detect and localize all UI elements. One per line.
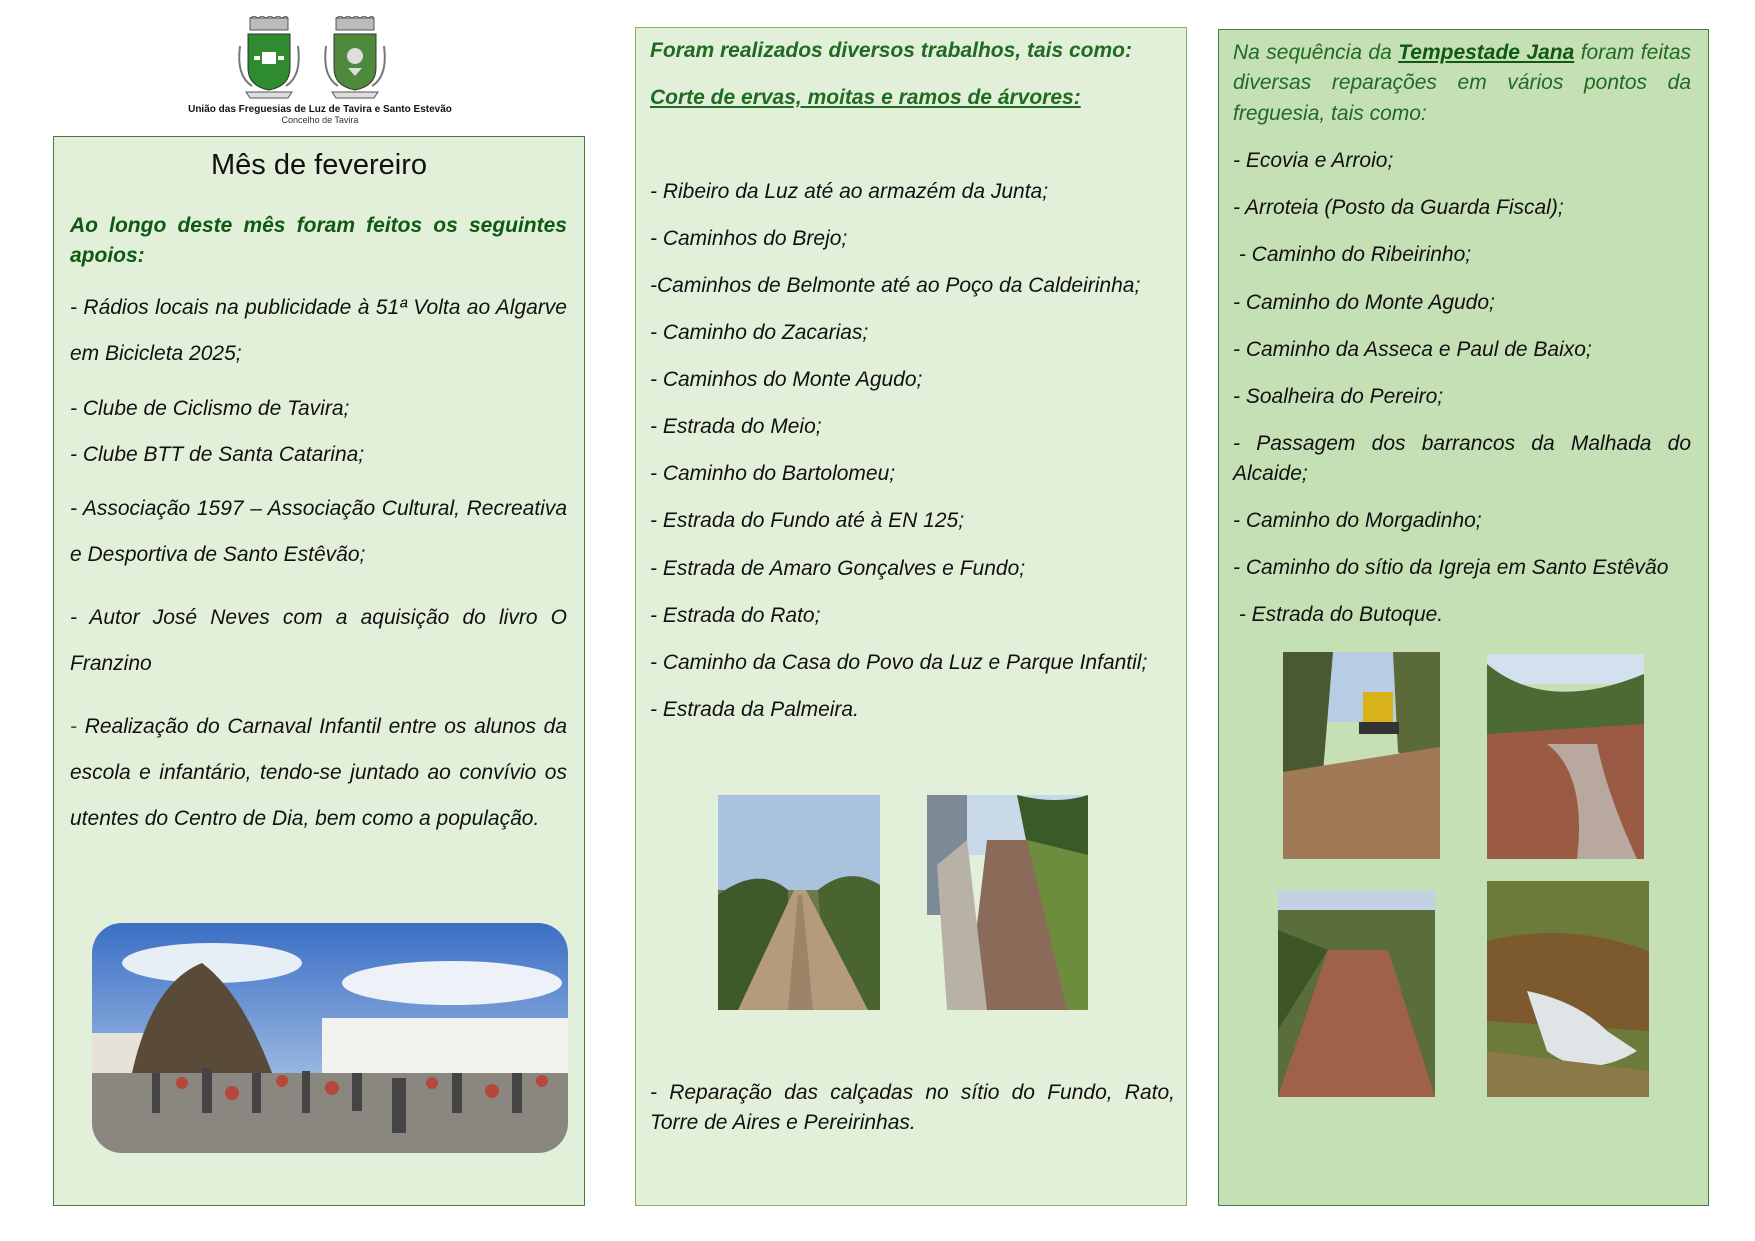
- repair-item: - Caminho do Monte Agudo;: [1233, 291, 1495, 314]
- carnaval-item: [70, 704, 567, 842]
- storm-intro: [1233, 38, 1691, 129]
- works-item: - Estrada de Amaro Gonçalves e Fundo;: [650, 557, 1026, 580]
- works-item: - Estrada do Rato;: [650, 604, 821, 627]
- stream-photo: [1487, 881, 1649, 1097]
- eroded-road-photo: [1487, 654, 1644, 859]
- panel-storm-repairs: [1218, 29, 1709, 1206]
- support-intro: Ao longo deste mês foram feitos os seguintes apoios:: [70, 214, 567, 268]
- organization-subtitle: Concelho de Tavira: [281, 115, 359, 125]
- works-item: - Caminhos do Monte Agudo;: [650, 368, 923, 391]
- repair-item: - Caminho do Ribeirinho;: [1233, 243, 1472, 266]
- support-item: - Clube de Ciclismo de Tavira;: [70, 397, 350, 420]
- works-footer: - Reparação das calçadas no sítio do Fundo, Rato, Torre de Aires e Pereirinhas.: [650, 1081, 1175, 1135]
- repair-item: - Caminho do Morgadinho;: [1233, 509, 1482, 532]
- works-item: - Estrada da Palmeira.: [650, 698, 859, 721]
- dirt-road-photo: [718, 795, 880, 1010]
- works-item: - Caminho do Bartolomeu;: [650, 462, 896, 485]
- cleared-path-photo: [1278, 890, 1435, 1097]
- repair-item: - Estrada do Butoque.: [1233, 603, 1444, 626]
- carnaval-photo: [92, 923, 568, 1153]
- crest-luz-tavira-logo: [232, 16, 306, 108]
- works-subheading: Corte de ervas, moitas e ramos de árvores:: [650, 86, 1081, 109]
- gravel-road-photo: [927, 795, 1088, 1010]
- works-item: - Estrada do Meio;: [650, 415, 822, 438]
- repair-item: - Soalheira do Pereiro;: [1233, 385, 1444, 408]
- works-heading: Foram realizados diversos trabalhos, tais como:: [650, 39, 1132, 62]
- repair-item: - Ecovia e Arroio;: [1233, 149, 1394, 172]
- carnaval-text: Realização do Carnaval Infantil entre os alunos da escola e infantário, tendo-se juntado ao convívio os utentes do Centro de Dia, bem como a população.: [70, 715, 567, 830]
- panel-works: [635, 27, 1187, 1206]
- header: [160, 12, 480, 132]
- crest-santo-estevao-logo: [318, 16, 392, 108]
- storm-name-link[interactable]: Tempestade Jana: [1398, 41, 1575, 64]
- support-item: - Clube BTT de Santa Catarina;: [70, 443, 365, 466]
- support-item: - Rádios locais na publicidade à 51ª Volta ao Algarve em Bicicleta 2025;: [70, 296, 567, 365]
- support-item: - Associação 1597 – Associação Cultural, Recreativa e Desportiva de Santo Estêvão;: [70, 497, 567, 566]
- storm-intro-pre: Na sequência da: [1233, 41, 1399, 64]
- works-item: - Ribeiro da Luz até ao armazém da Junta;: [650, 180, 1049, 203]
- works-item: - Caminhos do Brejo;: [650, 227, 848, 250]
- excavator-photo: [1283, 652, 1440, 859]
- organization-name: União das Freguesias de Luz de Tavira e Santo Estevão: [188, 104, 452, 115]
- works-item: -Caminhos de Belmonte até ao Poço da Caldeirinha;: [650, 274, 1141, 297]
- repair-item: - Passagem dos barrancos da Malhada do Alcaide;: [1233, 432, 1691, 486]
- panel-title: Mês de fevereiro: [211, 149, 427, 181]
- works-item: - Caminho do Zacarias;: [650, 321, 869, 344]
- repair-item: - Caminho da Asseca e Paul de Baixo;: [1233, 338, 1592, 361]
- carnaval-dash: -: [70, 715, 77, 738]
- repair-item: - Caminho do sítio da Igreja em Santo Estêvão: [1233, 556, 1669, 579]
- works-item: - Estrada do Fundo até à EN 125;: [650, 509, 965, 532]
- storm-intro-post: foram feitas diversas reparações em vários pontos da freguesia, tais como:: [1233, 41, 1691, 125]
- works-item: - Caminho da Casa do Povo da Luz e Parque Infantil;: [650, 651, 1148, 674]
- panel-february-support: [53, 136, 585, 1206]
- repair-item: - Arroteia (Posto da Guarda Fiscal);: [1233, 196, 1564, 219]
- support-item: - Autor José Neves com a aquisição do livro O Franzino: [70, 606, 567, 675]
